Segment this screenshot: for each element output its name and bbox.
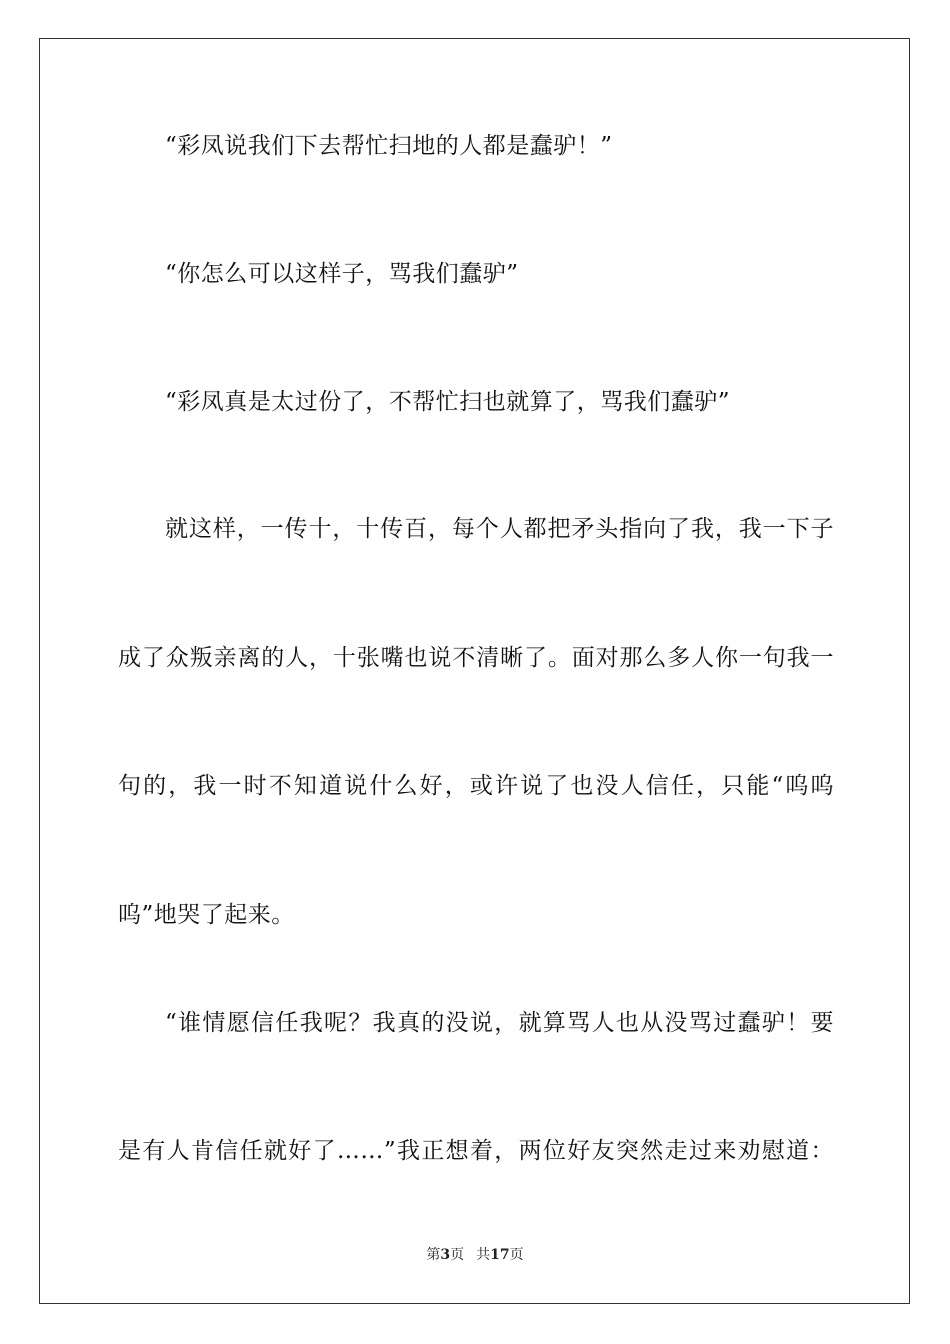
footer-total-suffix: 页: [509, 1247, 524, 1263]
paragraph-line: “彩凤真是太过份了，不帮忙扫也就算了，骂我们蠢驴”: [165, 389, 731, 415]
footer-total-prefix: 共: [476, 1247, 491, 1263]
paragraph-line: 句的，我一时不知道说什么好，或许说了也没人信任，只能“呜呜: [118, 773, 834, 799]
paragraph-line: 就这样，一传十，十传百，每个人都把矛头指向了我，我一下子: [165, 516, 834, 542]
paragraph-line: “谁情愿信任我呢？我真的没说，就算骂人也从没骂过蠢驴！要: [165, 1010, 834, 1036]
paragraph-line: “你怎么可以这样子，骂我们蠢驴”: [165, 261, 519, 287]
paragraph-line: “彩凤说我们下去帮忙扫地的人都是蠢驴！”: [165, 133, 613, 159]
page-footer: [0, 1246, 950, 1264]
current-page-number: 3: [440, 1247, 451, 1263]
paragraph-line: 成了众叛亲离的人，十张嘴也说不清晰了。面对那么多人你一句我一: [118, 645, 834, 671]
paragraph-line: 是有人肯信任就好了……”我正想着，两位好友突然走过来劝慰道：: [118, 1138, 834, 1164]
paragraph-line: 呜”地哭了起来。: [118, 902, 295, 928]
footer-page-prefix: 第: [426, 1247, 441, 1263]
footer-page-suffix: 页: [450, 1247, 465, 1263]
total-pages-number: 17: [490, 1247, 510, 1263]
